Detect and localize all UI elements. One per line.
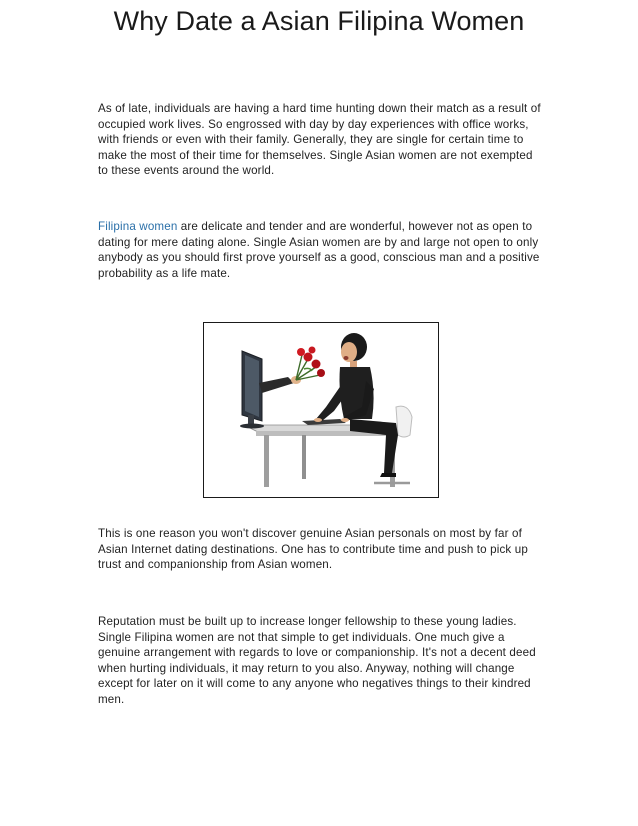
woman-face [341, 342, 357, 362]
paragraph-intro: As of late, individuals are having a hard time hunting down their match as a result of occupied work lives. So engrossed with day by day experiences with office works, with friends or even with their family. Generally, they are single for certain time to make the most of their time for themselves. Single Asian women are not exempted to these events around the world. [98, 102, 541, 178]
keyboard [302, 419, 346, 425]
page-title: Why Date a Asian Filipina Women [113, 6, 525, 36]
desk-leg-mid [302, 435, 306, 479]
monitor-stand [248, 415, 254, 425]
monitor-face [245, 355, 259, 417]
paragraph-reputation: Reputation must be built up to increase longer fellowship to these young ladies. Single Filipina women are not that simple to get individuals. One much give a genuine arrangement with regards to love or companionship. It's not a decent deed when hurting individuals, it may return to you also. Anyway, nothing will change except for later on it will come to any anyone who negatives things to their kindred men. [98, 615, 536, 706]
rose-bouquet-icon [296, 347, 325, 381]
reaching-arm [259, 377, 294, 393]
filipina-women-link[interactable]: Filipina women [98, 220, 178, 233]
desk-leg-left [264, 435, 269, 487]
online-dating-illustration [203, 322, 439, 498]
chair-back [396, 406, 412, 437]
monitor-base [240, 424, 264, 429]
paragraph-personals: This is one reason you won't discover genuine Asian personals on most by far of Asian Internet dating destinations. One has to contribute time and push to pick up trust and companionship from Asian women. [98, 527, 528, 572]
woman-figure [314, 333, 398, 477]
woman-legs [350, 419, 398, 473]
paragraph-filipina-women [98, 219, 542, 281]
paragraph-filipina-women-text: are delicate and tender and are wonderful, however not as open to dating for mere dating alone. Single Asian women are by and large not open to only anybody as you should first prove yourself as a good, conscious man and a positive probability as a life mate. [98, 220, 540, 280]
